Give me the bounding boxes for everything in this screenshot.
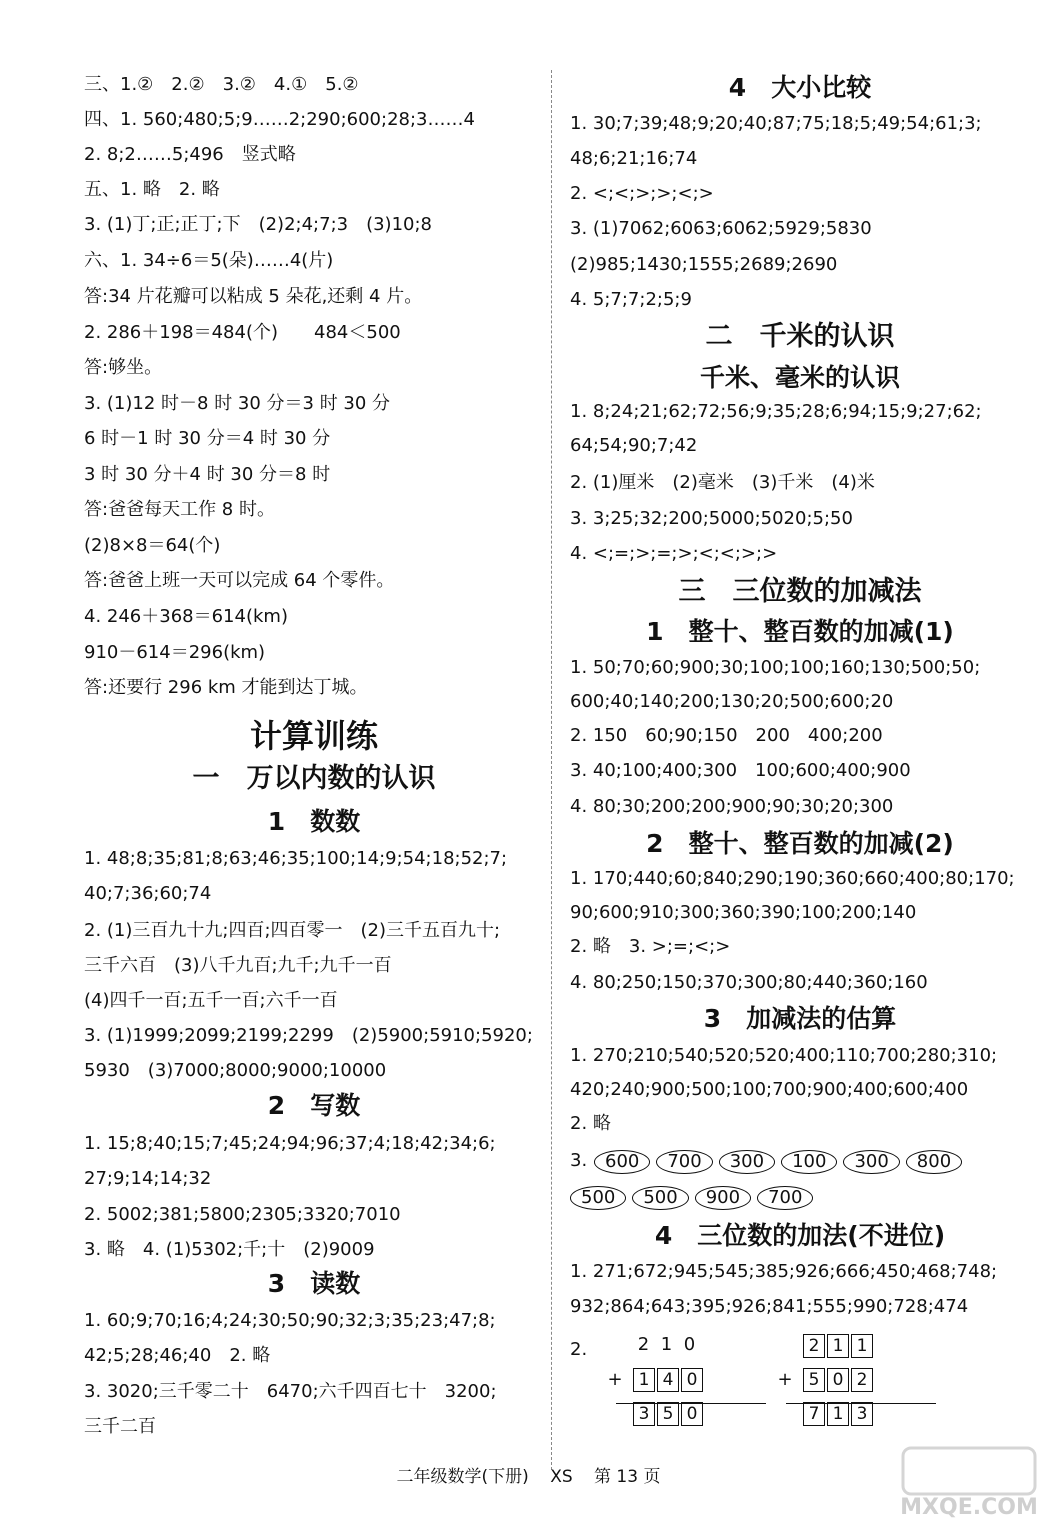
answer-line: 90;600;910;300;360;390;100;200;140 — [570, 902, 917, 923]
answer-line: 1. 30;7;39;48;9;20;40;87;75;18;5;49;54;61;3; — [570, 113, 982, 134]
answer-line: 2. 286＋198＝484(个) 484＜500 — [84, 322, 401, 343]
digit-box: 1 — [827, 1402, 849, 1426]
estimate-oval: 700 — [757, 1186, 813, 1210]
answer-line: 4. 80;250;150;370;300;80;440;360;160 — [570, 972, 928, 993]
digit-box: 2 — [851, 1368, 873, 1392]
digit-box: 3 — [633, 1402, 655, 1426]
lesson-title: 2 写数 — [267, 1091, 361, 1120]
answer-line: 5930 (3)7000;8000;9000;10000 — [84, 1060, 387, 1081]
vertical-row-res — [598, 1402, 704, 1436]
answer-line: (2)985;1430;1555;2689;2690 — [570, 254, 838, 275]
digit-box: 5 — [657, 1402, 679, 1426]
vertical-row-top — [768, 1334, 874, 1368]
sum-rule — [616, 1403, 766, 1404]
answer-line: 2. 略 — [570, 1113, 611, 1134]
answer-line: 六、1. 34÷6＝5(朵)……4(片) — [84, 250, 334, 271]
digit-box: 0 — [681, 1402, 703, 1426]
digit-box: 1 — [851, 1334, 873, 1358]
footer-page-number: 第 13 页 — [594, 1467, 661, 1487]
answer-line: 1. 48;8;35;81;8;63;46;35;100;14;9;54;18;52;7; — [84, 848, 508, 869]
column-divider — [551, 70, 552, 1470]
answer-line: 3 时 30 分＋4 时 30 分＝8 时 — [84, 464, 331, 485]
answer-line: 3. (1)丁;正;正丁;下 (2)2;4;7;3 (3)10;8 — [84, 214, 433, 235]
answer-line: 600;40;140;200;130;20;500;600;20 — [570, 691, 894, 712]
answer-line: 64;54;90;7;42 — [570, 435, 698, 456]
answer-line: 2. (1)厘米 (2)毫米 (3)千米 (4)米 — [570, 472, 875, 493]
chapter-title: 三 三位数的加减法 — [678, 576, 922, 607]
answer-line: 答:爸爸每天工作 8 时。 — [84, 499, 275, 520]
estimate-oval: 500 — [570, 1186, 626, 1210]
digit: 0 — [683, 1334, 696, 1355]
estimate-oval: 600 — [594, 1150, 650, 1174]
lesson-title: 3 加减法的估算 — [703, 1004, 897, 1033]
answer-line: 4. 246＋368＝614(km) — [84, 606, 288, 627]
estimate-oval: 300 — [719, 1150, 775, 1174]
sum-rule — [786, 1403, 936, 1404]
answer-line: 2. 5002;381;5800;2305;3320;7010 — [84, 1204, 401, 1225]
vertical-row-res — [768, 1402, 874, 1436]
answer-line: 1. 270;210;540;520;520;400;110;700;280;310; — [570, 1045, 998, 1066]
lesson-title: 1 整十、整百数的加减(1) — [646, 617, 954, 646]
answer-line: 2. 略 3. >;=;<;> — [570, 936, 731, 957]
answer-line: 6 时－1 时 30 分＝4 时 30 分 — [84, 428, 331, 449]
answer-line: 四、1. 560;480;5;9……2;290;600;28;3……4 — [84, 109, 475, 130]
answer-line: 1. 50;70;60;900;30;100;100;160;130;500;50; — [570, 657, 981, 678]
digit-box: 1 — [827, 1334, 849, 1358]
answer-line: 2. <;<;>;>;<;> — [570, 183, 714, 204]
answer-line: 1. 15;8;40;15;7;45;24;94;96;37;4;18;42;34;6; — [84, 1133, 496, 1154]
answer-line: (2)8×8＝64(个) — [84, 535, 221, 556]
section-title-main: 计算训练 — [249, 717, 378, 755]
answer-line: 4. <;=;>;=;>;<;<;>;> — [570, 543, 778, 564]
estimate-oval: 900 — [695, 1186, 751, 1210]
answer-line: 答:34 片花瓣可以粘成 5 朵花,还剩 4 片。 — [84, 286, 423, 307]
vertical-addition — [598, 1334, 704, 1436]
answer-line: 3. 40;100;400;300 100;600;400;900 — [570, 760, 911, 781]
answer-line: 2. 8;2……5;496 竖式略 — [84, 144, 296, 165]
digit: 1 — [660, 1334, 673, 1355]
answer-line: 932;864;643;395;926;841;555;990;728;474 — [570, 1296, 969, 1317]
chapter-title: 一 万以内数的认识 — [192, 763, 436, 794]
lesson-title: 千米、毫米的认识 — [699, 363, 900, 392]
chapter-title: 二 千米的认识 — [705, 321, 895, 352]
answer-line: 420;240;900;500;100;700;900;400;600;400 — [570, 1079, 969, 1100]
answer-line: 3. 3020;三千零二十 6470;六千四百七十 3200; — [84, 1381, 497, 1402]
digit-box: 3 — [851, 1402, 873, 1426]
lesson-title: 2 整十、整百数的加减(2) — [646, 829, 954, 858]
digit: 2 — [637, 1334, 650, 1355]
answer-line: 答:爸爸上班一天可以完成 64 个零件。 — [84, 570, 395, 591]
answer-line: 3. (1)7062;6063;6062;5929;5830 — [570, 218, 872, 239]
answer-line: 2. (1)三百九十九;四百;四百零一 (2)三千五百九十; — [84, 920, 501, 941]
answer-line: 40;7;36;60;74 — [84, 883, 212, 904]
lesson-title: 4 三位数的加法(不进位) — [654, 1221, 946, 1250]
answer-line: 3. (1)1999;2099;2199;2299 (2)5900;5910;5920; — [84, 1025, 533, 1046]
answer-line: 3. 3;25;32;200;5000;5020;5;50 — [570, 508, 853, 529]
answer-line: 2. 150 60;90;150 200 400;200 — [570, 725, 883, 746]
question-label: 3. — [570, 1150, 588, 1171]
digit-box: 0 — [827, 1368, 849, 1392]
answer-line: 答:够坐。 — [84, 357, 163, 378]
digit-box: 5 — [803, 1368, 825, 1392]
answer-line: 3. 略 4. (1)5302;千;十 (2)9009 — [84, 1239, 375, 1260]
digit-box: 7 — [803, 1402, 825, 1426]
vertical-row-mid — [768, 1368, 874, 1402]
answer-line: 答:还要行 296 km 才能到达丁城。 — [84, 677, 368, 698]
answer-line: 1. 8;24;21;62;72;56;9;35;28;6;94;15;9;27;62; — [570, 401, 982, 422]
estimate-oval-row — [570, 1186, 813, 1210]
digit-box: 2 — [803, 1334, 825, 1358]
watermark-logo — [899, 1442, 1039, 1522]
answer-line: 910－614＝296(km) — [84, 642, 266, 663]
answer-line: 42;5;28;46;40 2. 略 — [84, 1345, 271, 1366]
plus-sign: + — [777, 1369, 793, 1390]
answer-line: 三、1.② 2.② 3.② 4.① 5.② — [84, 74, 359, 95]
answer-line: 4. 80;30;200;200;900;90;30;20;300 — [570, 796, 894, 817]
digit-box: 0 — [681, 1368, 703, 1392]
estimate-oval: 100 — [781, 1150, 837, 1174]
digit-box: 4 — [657, 1368, 679, 1392]
estimate-oval-row — [594, 1150, 962, 1174]
footer-grade: 二年级数学(下册) — [396, 1467, 529, 1487]
answer-line: 4. 5;7;7;2;5;9 — [570, 289, 692, 310]
answer-line: 三千二百 — [84, 1416, 156, 1437]
answer-line: 三千六百 (3)八千九百;九千;九千一百 — [84, 955, 392, 976]
answer-line: 48;6;21;16;74 — [570, 148, 698, 169]
answer-line: 27;9;14;14;32 — [84, 1168, 212, 1189]
digit-box: 1 — [633, 1368, 655, 1392]
vertical-row-top — [598, 1334, 704, 1368]
estimate-oval: 300 — [843, 1150, 899, 1174]
estimate-oval: 500 — [632, 1186, 688, 1210]
footer-edition: XS — [550, 1467, 573, 1487]
lesson-title: 4 大小比较 — [728, 73, 872, 102]
answer-line: (4)四千一百;五千一百;六千一百 — [84, 990, 338, 1011]
answer-line: 3. (1)12 时－8 时 30 分＝3 时 30 分 — [84, 393, 391, 414]
estimate-oval: 700 — [656, 1150, 712, 1174]
lesson-title: 3 读数 — [267, 1269, 361, 1298]
answer-line: 1. 271;672;945;545;385;926;666;450;468;748; — [570, 1261, 998, 1282]
answer-line: 1. 170;440;60;840;290;190;360;660;400;80;170; — [570, 868, 1015, 889]
svg-text:MXQE.COM: MXQE.COM — [900, 1495, 1038, 1520]
vertical-row-mid — [598, 1368, 704, 1402]
plus-sign: + — [607, 1369, 623, 1390]
question-label: 2. — [570, 1339, 588, 1360]
answer-line: 五、1. 略 2. 略 — [84, 179, 220, 200]
estimate-oval: 800 — [906, 1150, 962, 1174]
lesson-title: 1 数数 — [267, 807, 361, 836]
vertical-addition — [768, 1334, 874, 1436]
answer-line: 1. 60;9;70;16;4;24;30;50;90;32;3;35;23;47;8; — [84, 1310, 496, 1331]
